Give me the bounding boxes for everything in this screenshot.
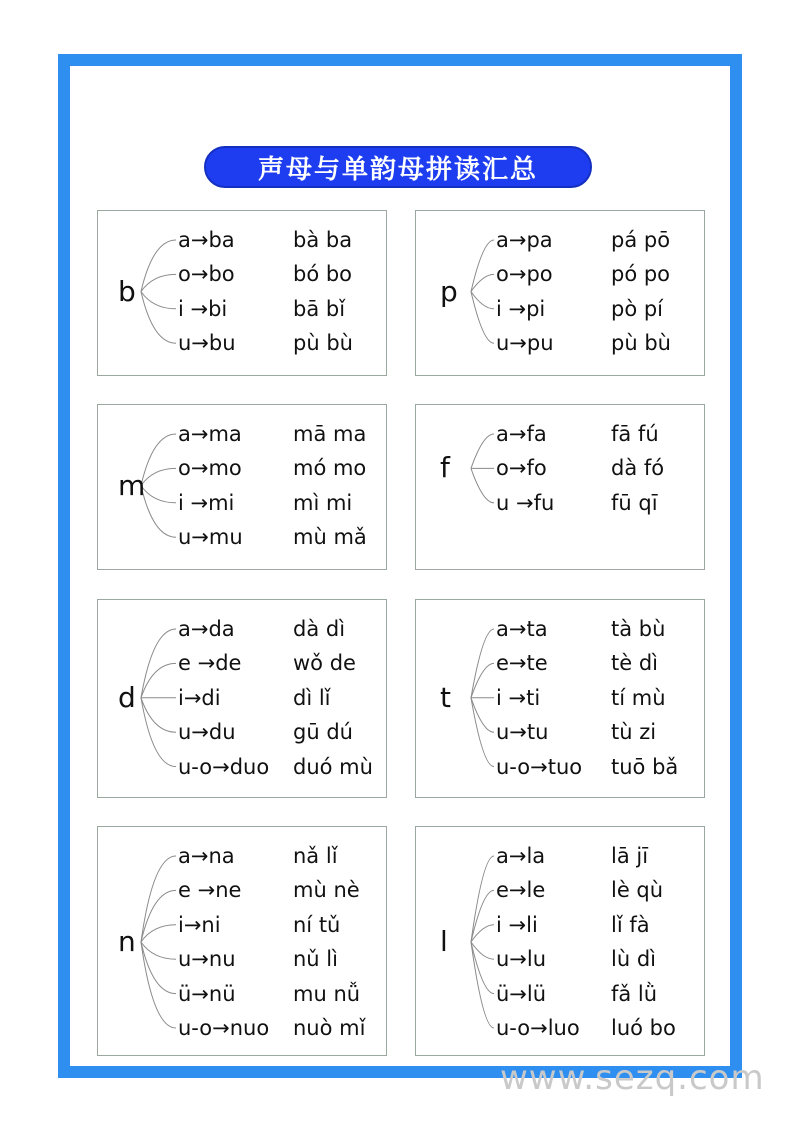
card-l	[415, 826, 705, 1056]
combo-text: o→mo	[178, 456, 242, 481]
combo-text: i→ni	[178, 912, 221, 937]
example-word: duó mù	[293, 754, 373, 779]
combo-text: u→tu	[496, 720, 549, 745]
combo-text: a→pa	[496, 228, 553, 252]
card-b	[97, 210, 387, 376]
branch-line	[141, 468, 176, 485]
example-word: mā ma	[293, 422, 367, 446]
combo-text: u →fu	[496, 490, 555, 515]
branch-line	[141, 942, 176, 994]
combo-text: a→la	[496, 844, 546, 868]
initial-letter: f	[440, 451, 450, 485]
combo-text: ü→lü	[496, 981, 547, 1006]
card-p	[415, 210, 705, 376]
example-word: nǔ lì	[293, 947, 338, 972]
example-word: lù dì	[611, 947, 656, 972]
example-word: bà ba	[293, 228, 353, 252]
combo-text: u-o→luo	[496, 1016, 580, 1040]
example-word: lā jī	[611, 844, 649, 868]
combo-text: u→bu	[178, 331, 236, 356]
branch-line	[141, 942, 176, 959]
combo-text: i →li	[496, 912, 538, 937]
combo-text: u-o→duo	[178, 754, 270, 779]
combo-text: a→ma	[178, 422, 242, 446]
watermark: www.sezq.com	[500, 1058, 765, 1098]
combo-text: e →ne	[178, 878, 242, 903]
example-word: mù mǎ	[293, 525, 367, 550]
example-word: gū dú	[293, 720, 353, 745]
example-word: dà dì	[293, 617, 346, 641]
example-word: luó bo	[611, 1016, 676, 1040]
combo-text: a→na	[178, 844, 235, 868]
combo-text: u→nu	[178, 947, 236, 972]
combo-text: a→fa	[496, 422, 547, 446]
branch-line	[141, 486, 176, 503]
card-n	[97, 826, 387, 1056]
branch-line	[141, 698, 176, 732]
combo-text: a→ta	[496, 617, 548, 641]
example-word: tuō bǎ	[611, 754, 679, 779]
initial-letter: p	[440, 274, 458, 308]
example-word: mù nè	[293, 878, 360, 903]
combo-text: e →de	[178, 651, 242, 676]
example-word: dì lǐ	[293, 685, 331, 710]
example-word: pá pō	[611, 228, 671, 252]
example-word: mu nǚ	[293, 981, 361, 1006]
combo-text: e→le	[496, 878, 546, 903]
branch-lines	[416, 405, 706, 571]
example-word: nuò mǐ	[293, 1016, 366, 1040]
combo-text: i →pi	[496, 296, 546, 321]
branch-line	[141, 240, 176, 292]
combo-text: u-o→tuo	[496, 754, 583, 779]
combo-text: u→pu	[496, 331, 554, 356]
example-word: tí mù	[611, 685, 666, 710]
combo-text: o→bo	[178, 262, 235, 287]
example-word: dà fó	[611, 456, 665, 481]
branch-line	[141, 925, 176, 942]
branch-line	[471, 468, 494, 502]
initial-letter: m	[118, 468, 146, 502]
branch-line	[471, 240, 494, 292]
branch-line	[141, 663, 176, 697]
branch-line	[471, 434, 494, 468]
example-word: pù bù	[293, 331, 353, 356]
card-t	[415, 599, 705, 798]
initial-letter: n	[118, 925, 136, 958]
combo-text: a→ba	[178, 228, 235, 252]
branch-line	[141, 292, 176, 309]
example-word: nǎ lǐ	[293, 844, 338, 868]
branch-line	[141, 292, 176, 344]
combo-text: u-o→nuo	[178, 1016, 270, 1040]
example-word: bā bǐ	[293, 296, 346, 321]
branch-line	[141, 890, 176, 942]
example-word: tù zi	[611, 720, 657, 745]
combo-text: a→da	[178, 617, 235, 641]
example-word: pò pí	[611, 296, 664, 321]
initial-letter: d	[118, 680, 136, 714]
combo-text: i →mi	[178, 490, 235, 515]
example-word: fū qī	[611, 490, 658, 515]
branch-line	[471, 292, 494, 344]
example-word: fā fú	[611, 422, 659, 446]
card-m	[97, 404, 387, 570]
example-word: fǎ lǜ	[611, 981, 658, 1006]
initial-letter: t	[440, 680, 451, 714]
branch-line	[141, 274, 176, 291]
example-word: mó mo	[293, 456, 367, 481]
combo-text: u→mu	[178, 525, 243, 550]
example-word: pó po	[611, 262, 671, 287]
combo-text: u→du	[178, 720, 236, 745]
card-f	[415, 404, 705, 570]
example-word: ní tǔ	[293, 912, 341, 937]
combo-text: o→fo	[496, 456, 547, 481]
combo-text: o→po	[496, 262, 553, 287]
example-word: tè dì	[611, 651, 658, 676]
card-d	[97, 599, 387, 798]
combo-text: i →bi	[178, 296, 228, 321]
example-word: wǒ de	[293, 651, 356, 676]
initial-letter: b	[118, 274, 136, 308]
example-word: lè qù	[611, 878, 664, 903]
example-word: bó bo	[293, 262, 353, 287]
combo-text: u→lu	[496, 947, 547, 972]
branch-line	[141, 434, 176, 486]
example-word: lǐ fà	[611, 912, 650, 937]
initial-letter: l	[440, 925, 448, 958]
branch-line	[141, 486, 176, 538]
combo-text: i →ti	[496, 685, 541, 710]
combo-text: e→te	[496, 651, 548, 676]
example-word: tà bù	[611, 617, 666, 641]
combo-text: ü→nü	[178, 981, 236, 1006]
page-title: 声母与单韵母拼读汇总	[204, 146, 592, 188]
example-word: mì mi	[293, 490, 353, 515]
combo-text: i→di	[178, 685, 221, 710]
example-word: pù bù	[611, 331, 671, 356]
